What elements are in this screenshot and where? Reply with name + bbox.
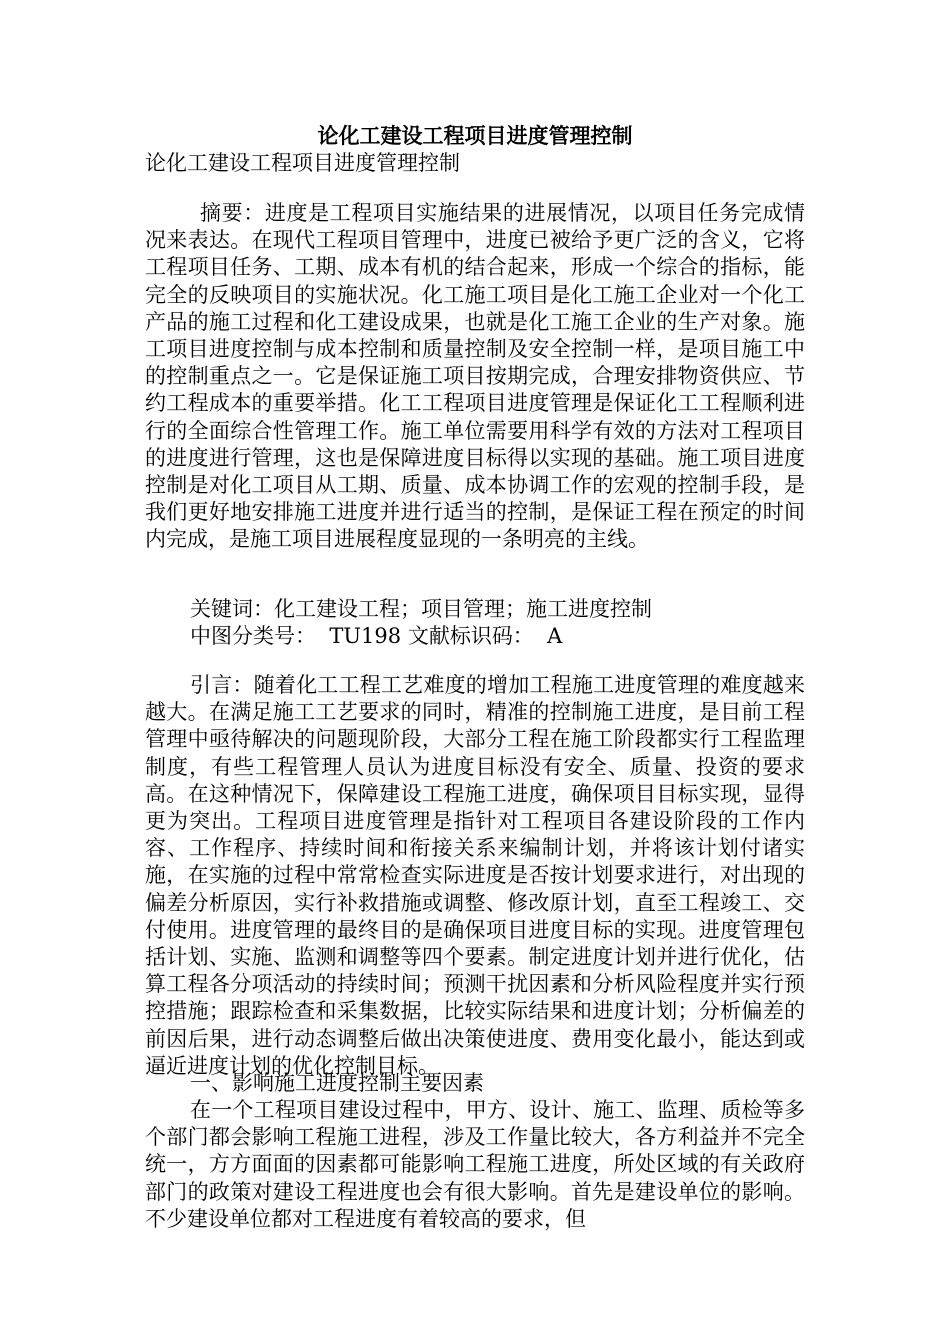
keywords-line: 关键词：化工建设工程；项目管理；施工进度控制 [190,597,652,621]
classification-line: 中图分类号： TU198 文献标识码： A [190,624,563,648]
intro-paragraph: 引言：随着化工工程工艺难度的增加工程施工进度管理的难度越来越大。在满足施工工艺要求的同时，精准的控制施工进度，是目前工程管理中亟待解决的问题现阶段，大部分工程在施工阶段都实行工程监理制度，有些工程管理人员认为进度目标没有安全、质量、投资的要求高。在这种情况下，保障建设工程施工进度，确保项目目标实现，显得更为突出。工程项目进度管理是指针对工程项目各建设阶段的工作内容、工作程序、持续时间和衔接关系来编制计划，并将该计划付诸实施，在实施的过程中常常检查实际进度是否按计划要求进行，对出现的偏差分析原因，实行补救措施或调整、修改原计划，直至工程竣工、交付使用。进度管理的最终目的是确保项目进度目标的实现。进度管理包括计划、实施、监测和调整等四个要素。制定进度计划并进行优化，估算工程各分项活动的持续时间；预测干扰因素和分析风险程度并实行预控措施；跟踪检查和采集数据，比较实际结果和进度计划；分析偏差的前因后果，进行动态调整后做出决策使进度、费用变化最小，能达到或逼近进度计划的优化控制目标。 [145,673,805,1078]
abstract-paragraph: 摘要：进度是工程项目实施结果的进展情况，以项目任务完成情况来表达。在现代工程项目管理中，进度已被给予更广泛的含义，它将工程项目任务、工期、成本有机的结合起来，形成一个综合的指标，能完全的反映项目的实施状况。化工施工项目是化工施工企业对一个化工产品的施工过程和化工建设成果，也就是化工施工企业的生产对象。施工项目进度控制与成本控制和质量控制及安全控制一样，是项目施工中的控制重点之一。它是保证施工项目按期完成，合理安排物资供应、节约工程成本的重要举措。化工工程项目进度管理是保证化工工程顺利进行的全面综合性管理工作。施工单位需要用科学有效的方法对工程项目的进度进行管理，这也是保障进度目标得以实现的基础。施工项目进度控制是对化工项目从工期、质量、成本协调工作的宏观的控制手段，是我们更好地安排施工进度并进行适当的控制，是保证工程在预定的时间内完成，是施工项目进展程度显现的一条明亮的主线。 [145,201,805,552]
document-title: 论化工建设工程项目进度管理控制 [317,123,633,148]
section-body-paragraph: 在一个工程项目建设过程中，甲方、设计、施工、监理、质检等多个部门都会影响工程施工进程，涉及工作量比较大，各方利益并不完全统一，方方面面的因素都可能影响工程施工进度，所处区域的有关政府部门的政策对建设工程进度也会有很大影响。首先是建设单位的影响。不少建设单位都对工程进度有着较高的要求，但 [145,1098,805,1231]
section-heading: 一、影响施工进度控制主要因素 [190,1071,484,1095]
document-subtitle: 论化工建设工程项目进度管理控制 [145,151,460,175]
